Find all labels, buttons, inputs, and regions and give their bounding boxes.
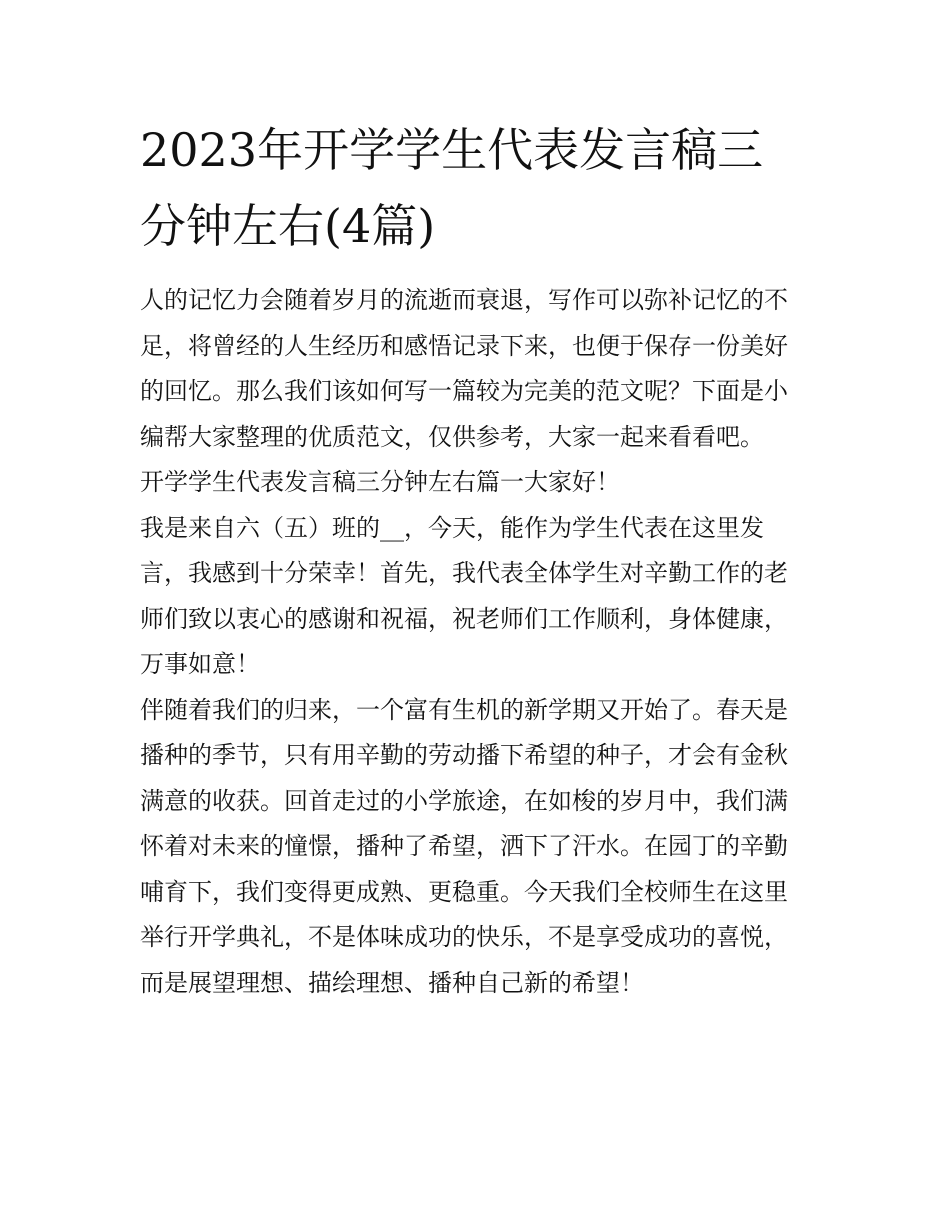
body-line: 编帮大家整理的优质范文，仅供参考，大家一起来看看吧。 — [140, 422, 764, 451]
body-line: 万事如意！ — [140, 650, 260, 678]
document-body — [140, 278, 820, 1006]
title-line: 2023年开学学生代表发言稿三 — [140, 123, 764, 177]
body-line: 的回忆。那么我们该如何写一篇较为完美的范文呢？下面是小 — [140, 377, 788, 405]
body-line: 师们致以衷心的感谢和祝福，祝老师们工作顺利，身体健康， — [140, 604, 788, 633]
section-heading-line: 开学学生代表发言稿三分钟左右篇一大家好！ — [140, 468, 620, 496]
body-line: 足，将曾经的人生经历和感悟记录下来，也便于保存一份美好 — [140, 331, 788, 360]
body-line: 满意的收获。回首走过的小学旅途，在如梭的岁月中，我们满 — [140, 786, 788, 815]
body-line: 怀着对未来的憧憬，播种了希望，洒下了汗水。在园丁的辛勤 — [140, 832, 788, 860]
body-line: 我是来自六（五）班的__，今天，能作为学生代表在这里发 — [140, 513, 764, 542]
body-line: 人的记忆力会随着岁月的流逝而衰退，写作可以弥补记忆的不 — [140, 286, 788, 314]
document-title — [140, 112, 820, 264]
body-line: 播种的季节，只有用辛勤的劳动播下希望的种子，才会有金秋 — [140, 741, 788, 769]
body-line: 伴随着我们的归来，一个富有生机的新学期又开始了。春天是 — [140, 695, 788, 724]
body-line: 举行开学典礼，不是体味成功的快乐，不是享受成功的喜悦， — [140, 923, 788, 951]
body-line: 言，我感到十分荣幸！首先，我代表全体学生对辛勤工作的老 — [140, 559, 788, 587]
body-line: 而是展望理想、描绘理想、播种自己新的希望！ — [140, 968, 644, 997]
body-line: 哺育下，我们变得更成熟、更稳重。今天我们全校师生在这里 — [140, 877, 788, 906]
title-line: 分钟左右(4篇) — [140, 199, 436, 253]
